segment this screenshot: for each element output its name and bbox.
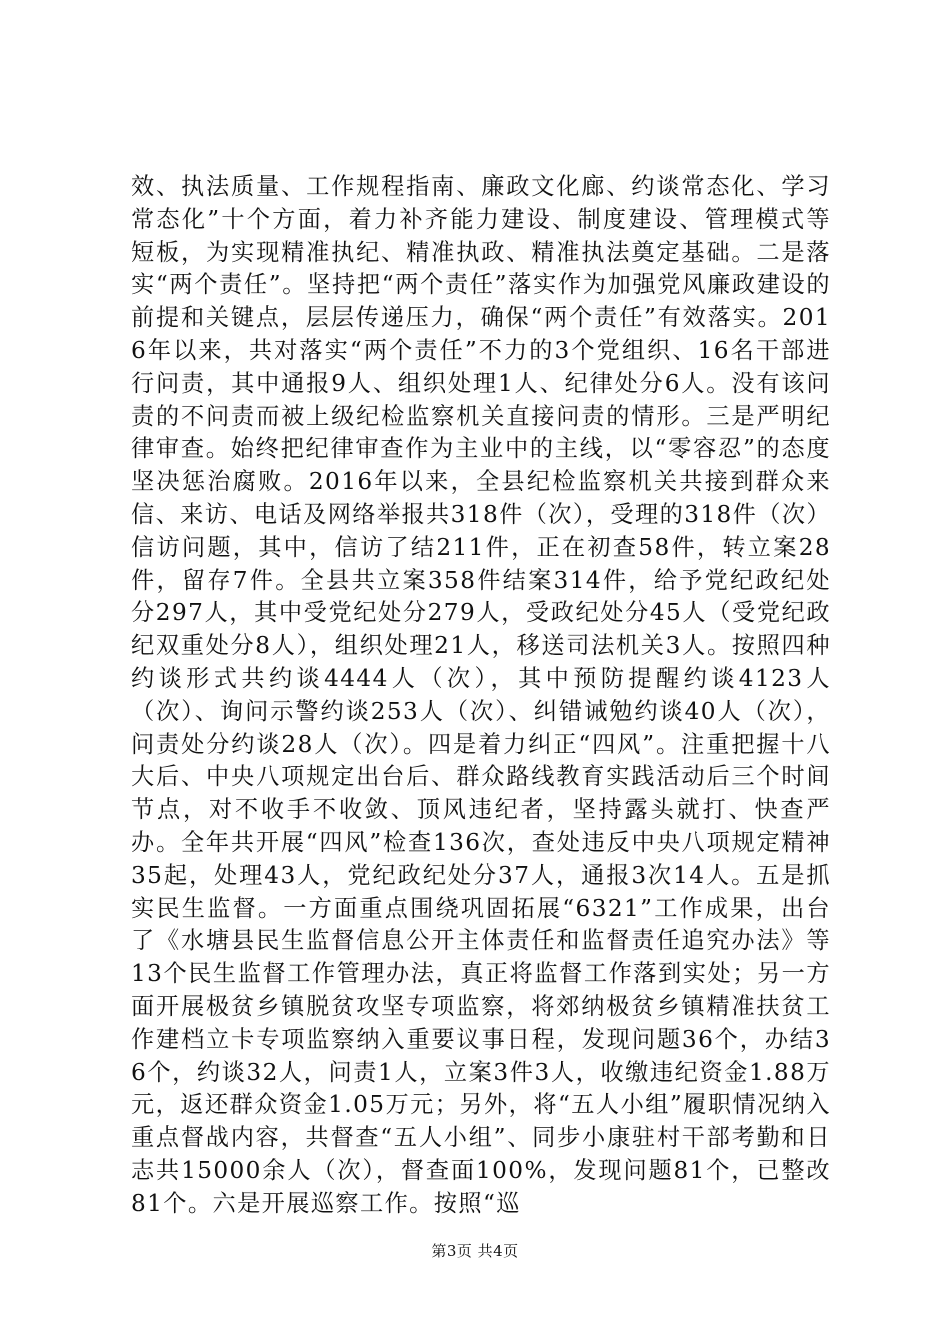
body-paragraph: 效、执法质量、工作规程指南、廉政文化廊、约谈常态化、学习常态化”十个方面，着力补齐能力建设、制度建设、管理模式等短板，为实现精准执纪、精准执政、精准执法奠定基础。二是落实“两个责任”。坚持把“两个责任”落实作为加强党风廉政建设的前提和关键点，层层传递压力，确保“两个责任”有效落实。2016年以来，共对落实“两个责任”不力的3个党组织、16名干部进行问责，其中通报9人、组织处理1人、纪律处分6人。没有该问责的不问责而被上级纪检监察机关直接问责的情形。三是严明纪律审查。始终把纪律审查作为主业中的主线，以“零容忍”的态度坚决惩治腐败。2016年以来，全县纪检监察机关共接到群众来信、来访、电话及网络举报共318件（次），受理的318件（次）信访问题，其中，信访了结211件，正在初查58件，转立案28件，留存7件。全县共立案358件结案314件，给予党纪政纪处分297人，其中受党纪处分279人，受政纪处分45人（受党纪政纪双重处分8人），组织处理21人，移送司法机关3人。按照四种约谈形式共约谈4444人（次），其中预防提醒约谈4123人（次）、询问示警约谈253人（次）、纠错诫勉约谈40人（次），问责处分约谈28人（次）。四是着力纠正“四风”。注重把握十八大后、中央八项规定出台后、群众路线教育实践活动后三个时间节点，对不收手不收敛、顶风违纪者，坚持露头就打、快查严办。全年共开展“四风”检查136次，查处违反中央八项规定精神35起，处理43人，党纪政纪处分37人，通报3次14人。五是抓实民生监督。一方面重点围绕巩固拓展“6321”工作成果，出台了《水塘县民生监督信息公开主体责任和监督责任追究办法》等13个民生监督工作管理办法，真正将监督工作落到实处；另一方面开展极贫乡镇脱贫攻坚专项监察，将郊纳极贫乡镇精准扶贫工作建档立卡专项监察纳入重要议事日程，发现问题36个，办结36个，约谈32人，问责1人，立案3件3人，收缴违纪资金1.88万元，返还群众资金1.05万元；另外，将“五人小组”履职情况纳入重点督战内容，共督查“五人小组”、同步小康驻村干部考勤和日志共15000余人（次），督查面100%，发现问题81个，已整改81个。六是开展巡察工作。按照“巡 (131, 173, 832, 1217)
page-number: 第3页 (431, 1242, 473, 1260)
total-pages: 共4页 (477, 1242, 519, 1260)
page-footer (0, 1240, 950, 1261)
